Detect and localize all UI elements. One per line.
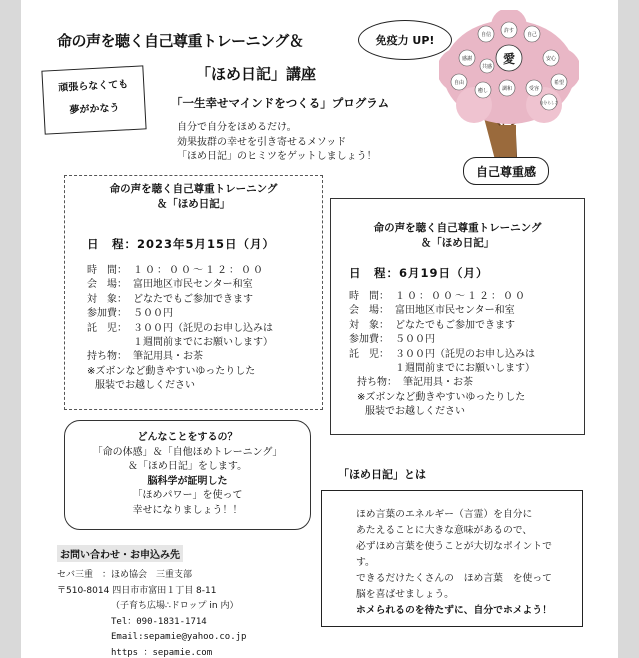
- session1-heading: [65, 182, 322, 212]
- contact-tel: Tel：090-1831-1714: [111, 616, 207, 627]
- time-value: １０：００～１２：００: [395, 291, 527, 302]
- contact-info: [57, 568, 246, 658]
- tree-label: 自己尊重感: [463, 157, 549, 185]
- session1-box: [64, 175, 323, 410]
- clothing-note1: ※ズボンなど動きやすいゆったりした: [87, 365, 256, 377]
- program-subtitle: 「一生幸せマインドをつくる」プログラム: [171, 96, 390, 110]
- slogan-line1: 頑張らなくても: [58, 79, 129, 94]
- clothing-note2: 服装でお越しください: [95, 380, 195, 392]
- session1-details: [87, 264, 273, 394]
- homenikki-line3: 必ずほめ言葉を使うことが大切なポイントで: [356, 541, 552, 552]
- what-heading: どんなことをするの？: [137, 432, 238, 443]
- title-line2: 「ほめ日記」講座: [196, 65, 317, 83]
- homenikki-scroll: [321, 490, 583, 627]
- venue-label: 会 場：: [87, 279, 127, 291]
- target-label: 対 象：: [349, 319, 389, 331]
- immunity-bubble: 免疫力 UP!: [358, 20, 452, 60]
- session1-heading2: ＆「ほめ日記」: [156, 198, 231, 210]
- what-line1: 「命の体感」＆「自他ほめトレーニング」: [92, 446, 283, 458]
- tree-word: 許す: [503, 28, 515, 34]
- tree-word: 自信: [480, 32, 492, 38]
- fee-label: 参加費：: [349, 334, 389, 346]
- time-value: １０：００～１２：００: [133, 265, 265, 276]
- childcare-label: 託 児：: [349, 348, 389, 360]
- target-value: どなたでもご参加できます: [133, 293, 253, 305]
- session1-heading1: 命の声を聴く自己尊重トレーニング: [109, 183, 278, 195]
- tree-word: 自己: [526, 32, 538, 38]
- tree-word: 自由: [453, 80, 465, 86]
- contact-address: 〒510-8014 四日市市富田１丁目 8-11: [57, 585, 217, 596]
- homenikki-heading: 「ほめ日記」とは: [338, 468, 426, 481]
- childcare-note: １週間前までにお願いします）: [395, 363, 535, 375]
- intro-line3: 「ほめ日記」のヒミツをゲットしましょう！: [177, 151, 377, 162]
- venue-label: 会 場：: [349, 305, 389, 317]
- tree-word: 共感: [481, 64, 493, 70]
- session2-details: [349, 290, 535, 420]
- clothing-note1: ※ズボンなど動きやすいゆったりした: [357, 391, 526, 403]
- what-line5: 幸せになりましょう！！: [132, 504, 243, 516]
- what-box: [64, 420, 311, 530]
- contact-heading: お問い合わせ・お申込み先: [57, 545, 183, 562]
- tree-word: 希望: [553, 80, 565, 86]
- tree-center-word: 愛: [502, 52, 516, 66]
- tree-word: 調和: [501, 86, 513, 92]
- items-value: 筆記用具・お茶: [403, 377, 473, 389]
- childcare-label: 託 児：: [87, 322, 127, 334]
- contact-email: Email:sepamie@yahoo.co.jp: [111, 632, 247, 642]
- session1-date: 日 程：2023年5月15日（月）: [87, 237, 276, 251]
- target-label: 対 象：: [87, 293, 127, 305]
- title-line1: 命の声を聴く自己尊重トレーニング＆: [57, 32, 304, 50]
- childcare-value: ３００円（託児のお申し込みは: [395, 348, 535, 360]
- what-line2: ＆「ほめ日記」をします。: [127, 461, 248, 472]
- tree-word: 受容: [528, 86, 540, 92]
- venue-value: 富田地区市民センター和室: [133, 279, 253, 291]
- homenikki-line1: ほめ言葉のエネルギー（言霊）を自分に: [356, 509, 533, 520]
- intro-text: [177, 121, 377, 165]
- session2-box: [330, 198, 585, 435]
- homenikki-line4: す。: [356, 557, 375, 568]
- childcare-value: ３００円（託児のお申し込みは: [133, 322, 273, 334]
- homenikki-line7: ホメられるのを待たずに、自分でホメよう！: [356, 605, 552, 616]
- items-value: 筆記用具・お茶: [133, 351, 203, 363]
- tree-word: 癒し: [477, 88, 489, 94]
- homenikki-line5: できるだけたくさんの ほめ言葉 を使って: [356, 573, 552, 584]
- session2-heading: [331, 221, 584, 251]
- items-label: 持ち物：: [357, 377, 397, 389]
- what-line3: 脳科学が証明した: [147, 475, 228, 487]
- contact-url: https ：sepamie.com: [111, 647, 213, 658]
- intro-line1: 自分で自分をほめるだけ。: [177, 122, 297, 133]
- venue-value: 富田地区市民センター和室: [395, 305, 515, 317]
- homenikki-line2: あたえることに大きな意味があるので、: [356, 525, 533, 536]
- contact-building: （子育ち広場∴ドロップ in 内）: [111, 601, 239, 611]
- session2-heading1: 命の声を聴く自己尊重トレーニング: [373, 222, 542, 234]
- fee-value: ５００円: [395, 334, 435, 346]
- slogan-line2: 夢がかなう: [69, 102, 120, 117]
- contact-org: セバ三重 ：ほめ協会 三重支部: [57, 570, 193, 580]
- target-value: どなたでもご参加できます: [395, 319, 515, 331]
- time-label: 時 間：: [349, 291, 389, 302]
- childcare-note: １週間前までにお願いします）: [133, 337, 273, 349]
- tree-word: 感謝: [461, 56, 473, 62]
- items-label: 持ち物：: [87, 351, 127, 363]
- self-respect-tree: [439, 10, 579, 180]
- fee-value: ５００円: [133, 308, 173, 320]
- session2-heading2: ＆「ほめ日記」: [420, 237, 495, 249]
- tree-word: 安心: [545, 56, 557, 62]
- fee-label: 参加費：: [87, 308, 127, 320]
- slogan-scroll: [41, 65, 146, 134]
- time-label: 時 間：: [87, 265, 127, 276]
- session2-date: 日 程：6月19日（月）: [349, 266, 489, 280]
- what-line4: 「ほめパワー」を使って: [132, 490, 243, 501]
- clothing-note2: 服装でお越しください: [365, 406, 465, 418]
- intro-line2: 効果抜群の幸せを引き寄せるメソッド: [177, 136, 347, 148]
- homenikki-line6: 脳を喜ばせましょう。: [356, 589, 454, 600]
- flyer-page: [21, 0, 618, 658]
- tree-word: 自分らしさ: [539, 100, 559, 105]
